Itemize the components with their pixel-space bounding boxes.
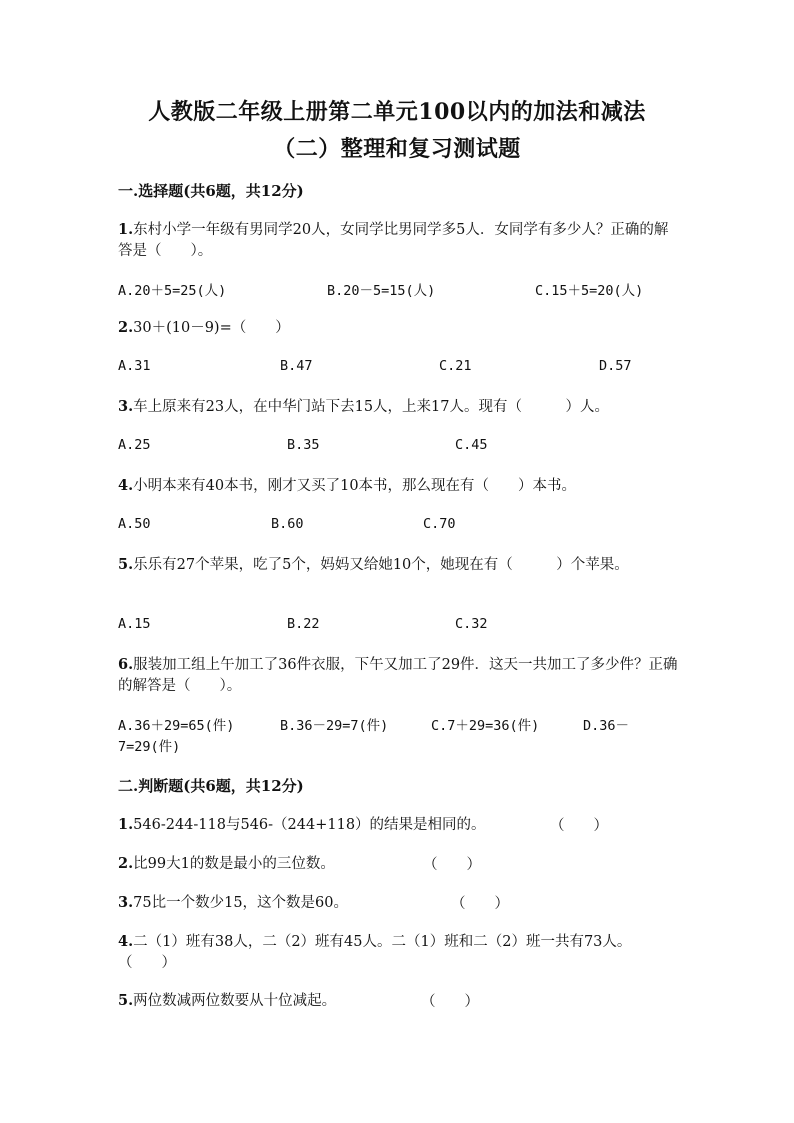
question-text: 车上原来有23人，在中华门站下去15人，上来17人。现有（ ）人。 <box>133 399 609 415</box>
option-a[interactable]: A.25 <box>118 437 151 453</box>
question-1 <box>118 219 678 262</box>
document-title-line2: （二）整理和复习测试题 <box>273 136 521 162</box>
question-text: 比99大1的数是最小的三位数。 <box>133 856 335 872</box>
option-b[interactable]: B.47 <box>280 358 313 374</box>
option-a[interactable]: A.36＋29=65(件) <box>118 718 235 734</box>
option-c[interactable]: C.15＋5=20(人) <box>535 283 644 299</box>
question-6 <box>118 654 678 697</box>
judge-2 <box>118 853 678 875</box>
question-number: 3. <box>118 894 134 911</box>
question-5 <box>118 554 678 576</box>
option-c[interactable]: C.70 <box>423 516 456 532</box>
option-b[interactable]: B.20－5=15(人) <box>327 283 436 299</box>
option-b[interactable]: B.22 <box>287 616 320 632</box>
answer-parentheses[interactable]: （ ） <box>423 857 481 873</box>
question-number: 5. <box>118 992 134 1009</box>
judge-5 <box>118 990 678 1012</box>
answer-parentheses[interactable]: （ ） <box>421 994 479 1010</box>
question-3 <box>118 396 678 418</box>
question-text: 75比一个数少15，这个数是60。 <box>133 895 348 911</box>
question-text: 二（1）班有38人，二（2）班有45人。二（1）班和二（2）班一共有73人。 （ ） <box>118 934 639 971</box>
option-b[interactable]: B.60 <box>271 516 304 532</box>
question-number: 2. <box>118 855 134 872</box>
option-b[interactable]: B.35 <box>287 437 320 453</box>
question-text: 东村小学一年级有男同学20人，女同学比男同学多5人．女同学有多少人？正确的解答是（ ）。 <box>118 222 669 259</box>
answer-parentheses[interactable]: （ ） <box>550 818 608 834</box>
question-text: 服装加工组上午加工了36件衣服，下午又加工了29件．这天一共加工了多少件？正确的解答是（ ）。 <box>118 657 678 694</box>
option-a[interactable]: A.31 <box>118 358 151 374</box>
question-number: 5. <box>118 556 134 573</box>
option-c[interactable]: C.7＋29=36(件) <box>431 718 540 734</box>
option-d-line2: 7=29(件) <box>118 739 181 755</box>
question-text: 30＋(10－9)=（ ） <box>133 320 290 336</box>
option-a[interactable]: A.20＋5=25(人) <box>118 283 227 299</box>
option-a[interactable]: A.50 <box>118 516 151 532</box>
option-d[interactable]: D.57 <box>599 358 632 374</box>
judge-4 <box>118 931 678 974</box>
question-number: 1. <box>118 221 134 238</box>
question-number: 6. <box>118 656 134 673</box>
option-c[interactable]: C.32 <box>455 616 488 632</box>
answer-parentheses[interactable]: （ ） <box>451 896 509 912</box>
document-title-line1: 人教版二年级上册第二单元100以内的加法和减法 <box>148 99 646 125</box>
question-text: 小明本来有40本书，刚才又买了10本书，那么现在有（ ）本书。 <box>133 478 577 494</box>
question-number: 2. <box>118 319 134 336</box>
question-number: 4. <box>118 933 134 950</box>
question-number: 1. <box>118 816 134 833</box>
option-c[interactable]: C.21 <box>439 358 472 374</box>
section2-heading: 二.判断题(共6题，共12分) <box>118 777 304 795</box>
option-a[interactable]: A.15 <box>118 616 151 632</box>
option-b[interactable]: B.36－29=7(件) <box>280 718 389 734</box>
section1-heading: 一.选择题(共6题，共12分) <box>118 182 304 200</box>
option-d-line1: D.36－ <box>583 718 630 734</box>
option-c[interactable]: C.45 <box>455 437 488 453</box>
question-text: 乐乐有27个苹果，吃了5个，妈妈又给她10个，她现在有（ ）个苹果。 <box>133 557 629 573</box>
question-text: 546-244-118与546-（244+118）的结果是相同的。 <box>133 817 486 833</box>
judge-3 <box>118 892 678 914</box>
question-number: 4. <box>118 477 134 494</box>
question-2 <box>118 317 678 339</box>
question-number: 3. <box>118 398 134 415</box>
question-4 <box>118 475 678 497</box>
question-text: 两位数减两位数要从十位减起。 <box>133 993 337 1009</box>
